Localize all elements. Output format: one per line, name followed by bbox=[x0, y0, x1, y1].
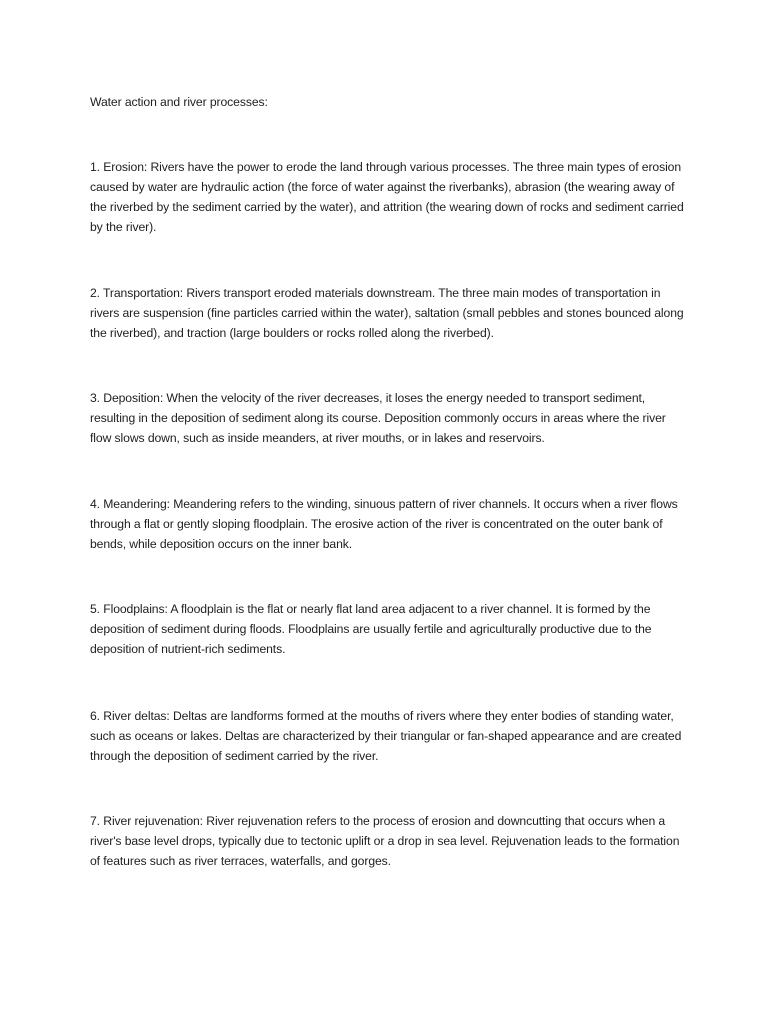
paragraph-river-deltas: 6. River deltas: Deltas are landforms formed at the mouths of rivers where they enter bodies of standing water, such as oceans or lakes. Deltas are characterized by their triangular or fan-shaped appearance and are created through the deposition of sediment carried by the river. bbox=[90, 709, 682, 763]
paragraph-floodplains: 5. Floodplains: A floodplain is the flat or nearly flat land area adjacent to a river channel. It is formed by the deposition of sediment during floods. Floodplains are usually fertile and agriculturally productive due to the deposition of nutrient-rich sediments. bbox=[90, 602, 652, 656]
paragraph-erosion: 1. Erosion: Rivers have the power to erode the land through various processes. The three main types of erosion caused by water are hydraulic action (the force of water against the riverbanks), abrasion (the wearing away of the riverbed by the sediment carried by the water), and attrition (the wearing down of rocks and sediment carried by the river). bbox=[90, 160, 684, 234]
document-title: Water action and river processes: bbox=[90, 95, 268, 109]
paragraph-transportation: 2. Transportation: Rivers transport eroded materials downstream. The three main modes of transportation in rivers are suspension (fine particles carried within the water), saltation (small pebbles and stones bounced along the riverbed), and traction (large boulders or rocks rolled along the riverbed). bbox=[90, 286, 684, 340]
paragraph-meandering: 4. Meandering: Meandering refers to the winding, sinuous pattern of river channels. It occurs when a river flows through a flat or gently sloping floodplain. The erosive action of the river is concentrated on the outer bank of bends, while deposition occurs on the inner bank. bbox=[90, 497, 678, 551]
paragraph-deposition: 3. Deposition: When the velocity of the river decreases, it loses the energy needed to transport sediment, resulting in the deposition of sediment along its course. Deposition commonly occurs in areas where the river flow slows down, such as inside meanders, at river mouths, or in lakes and reservoirs. bbox=[90, 391, 666, 445]
paragraph-river-rejuvenation: 7. River rejuvenation: River rejuvenation refers to the process of erosion and downcutting that occurs when a river's base level drops, typically due to tectonic uplift or a drop in sea level. Rejuvenation leads to the formation of features such as river terraces, waterfalls, and gorges. bbox=[90, 814, 680, 868]
